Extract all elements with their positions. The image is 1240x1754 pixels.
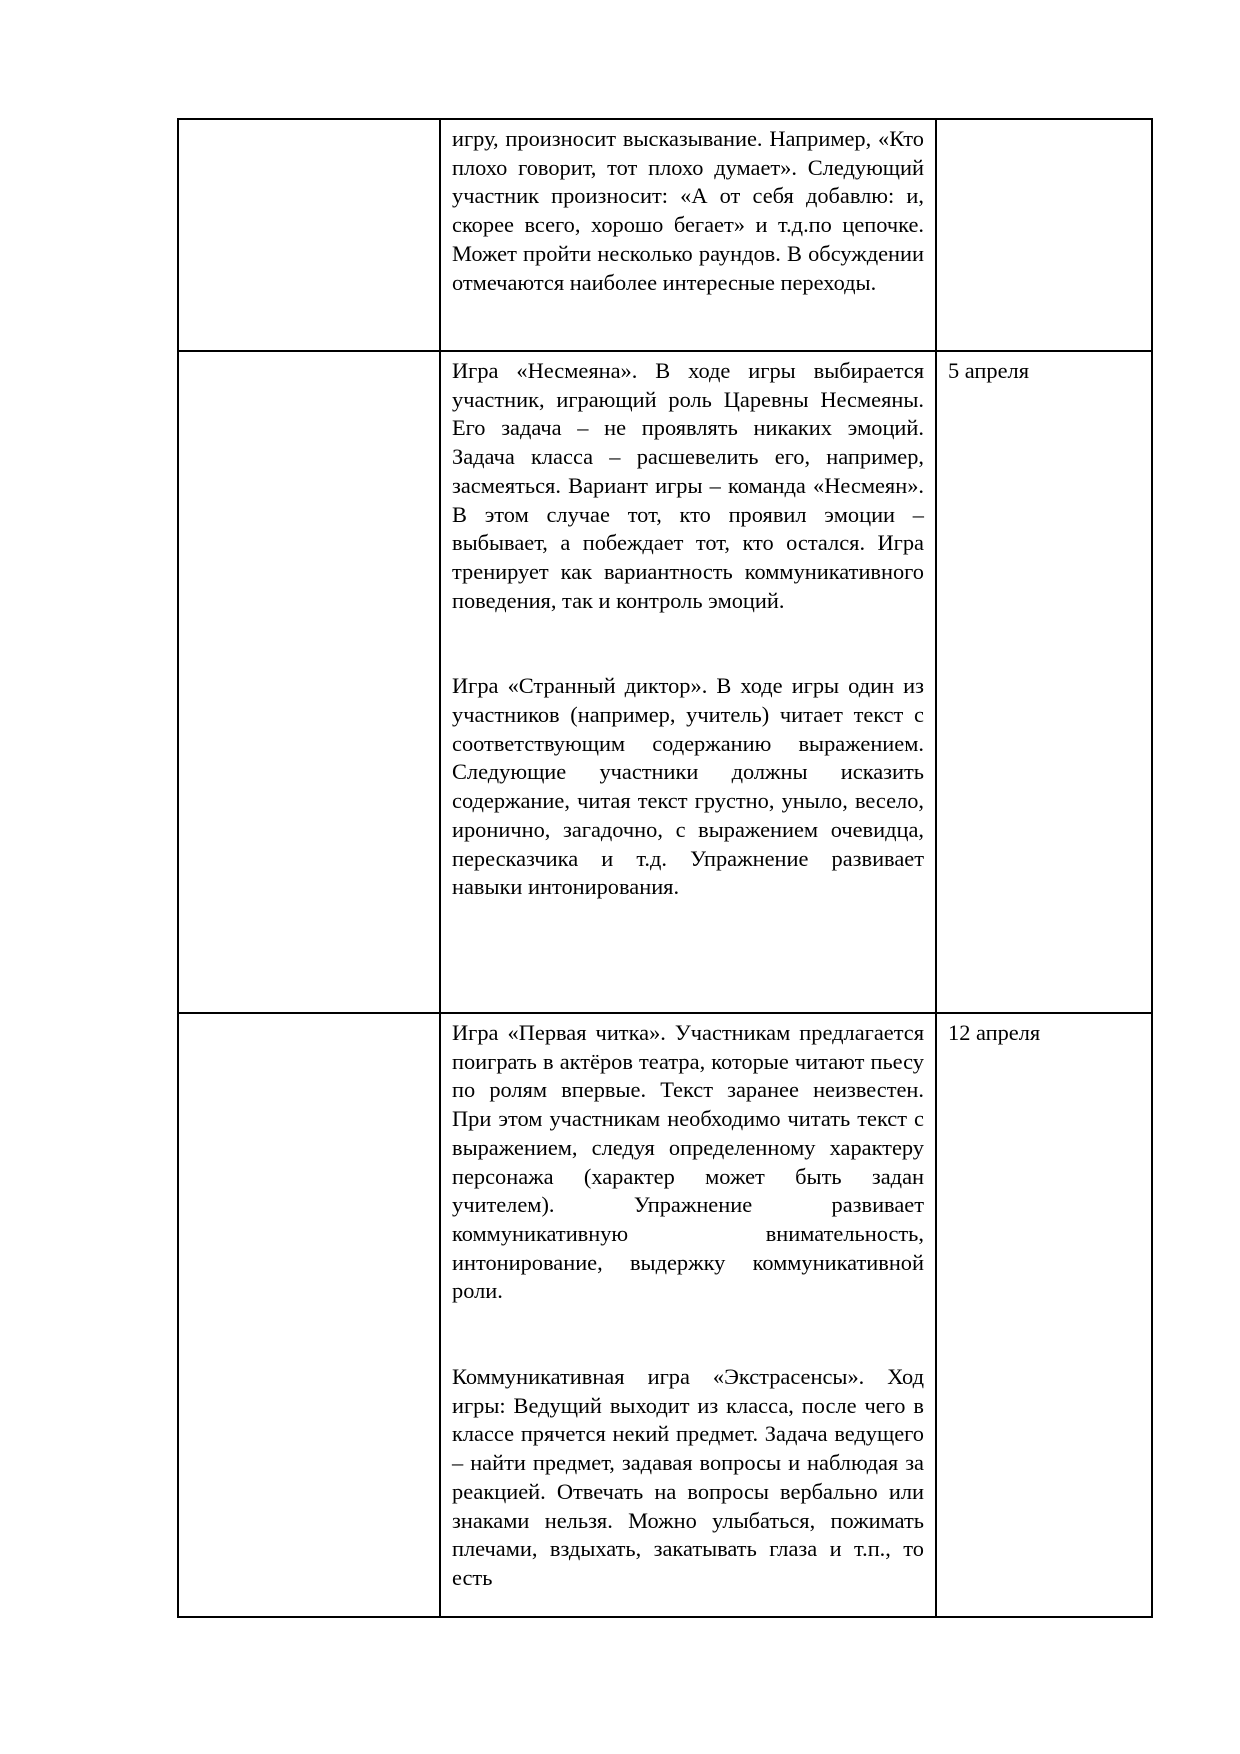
date-cell xyxy=(936,119,1152,351)
date-text: 12 апреля xyxy=(948,1020,1041,1045)
activity-cell xyxy=(440,351,936,1013)
date-text: 5 апреля xyxy=(948,358,1030,383)
activity-paragraph: Коммуникативная игра «Экстрасенсы». Ход игры: Ведущий выходит из класса, после чего в классе прячется некий предмет. Задача ведущего – найти предмет, задавая вопросы и наблюдая за реакцией. Отвечать на вопросы вербально или знаками нельзя. Можно улыбаться, пожимать плечами, вздыхать, закатывать глаза и т.п., то есть xyxy=(452,1364,924,1590)
activity-cell xyxy=(440,119,936,351)
empty-cell xyxy=(178,1013,440,1617)
table-row xyxy=(178,119,1152,351)
empty-cell xyxy=(178,351,440,1013)
activity-paragraph: Игра «Первая читка». Участникам предлагается поиграть в актёров театра, которые читают пьесу по ролям впервые. Текст заранее неизвестен. При этом участникам необходимо читать текст с выражением, следуя определенному характеру персонажа (характер может быть задан учителем). Упражнение развивает коммуникативную внимательность, интонирование, выдержку коммуникативной роли. xyxy=(452,1020,924,1304)
activity-paragraph: Игра «Странный диктор». В ходе игры один из участников (например, учитель) читает текст с соответствующим содержанию выражением. Следующие участники должны исказить содержание, читая текст грустно, уныло, весело, иронично, загадочно, с выражением очевидца, пересказчика и т.д. Упражнение развивает навыки интонирования. xyxy=(452,673,924,900)
activity-paragraph: Игра «Несмеяна». В ходе игры выбирается участник, играющий роль Царевны Несмеяны. Его задача – не проявлять никаких эмоций. Задача класса – расшевелить его, например, засмеяться. Вариант игры – команда «Несмеян». В этом случае тот, кто проявил эмоции – выбывает, а побеждает тот, кто остался. Игра тренирует как вариантность коммуникативного поведения, так и контроль эмоций. xyxy=(452,358,924,613)
date-cell xyxy=(936,1013,1152,1617)
date-text xyxy=(937,120,1151,125)
empty-cell xyxy=(178,119,440,351)
activity-cell xyxy=(440,1013,936,1617)
date-cell xyxy=(936,351,1152,1013)
lesson-plan-table xyxy=(177,118,1153,1618)
activity-paragraph: игру, произносит высказывание. Например, «Кто плохо говорит, тот плохо думает». Следующий участник произносит: «А от себя добавлю: и, скорее всего, хорошо бегает» и т.д.по цепочке. Может пройти несколько раундов. В обсуждении отмечаются наиболее интересные переходы. xyxy=(452,126,924,295)
table-row xyxy=(178,1013,1152,1617)
table-row xyxy=(178,351,1152,1013)
